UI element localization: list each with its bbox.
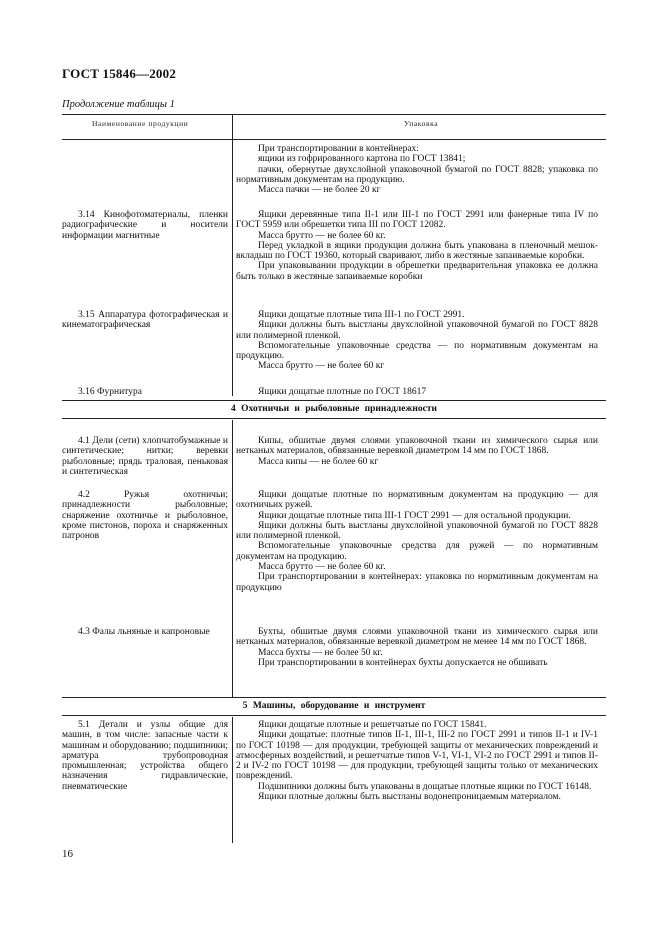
packing-line: пачки, обернутые двухслойной упаковочной бумагой по ГОСТ 8828; упаковка по нормативным документам на продукцию. <box>236 164 598 185</box>
column-divider <box>232 717 233 843</box>
section-rule <box>62 400 606 401</box>
packing-line: Ящики деревянные типа II-1 или III-1 по ГОСТ 2991 или фанерные типа IV по ГОСТ 5959 или обрешетки типа III по ГОСТ 12082. <box>236 210 598 231</box>
product-cell-5-1: 5.1 Детали и узлы общие для машин, в том числе: запасные части к машинам и оборудованию; подшипники; арматура трубопроводная промышленная; устройства общего назначения гидравлические, пневматические <box>62 720 228 792</box>
packing-cell-4-3 <box>236 627 598 668</box>
section-rule <box>62 418 606 419</box>
packing-line: Масса кипы — не более 60 кг <box>258 456 379 467</box>
header-bottom-rule <box>62 139 606 140</box>
packing-line: При транспортировании в контейнерах бухты допускается не обшивать <box>258 657 548 668</box>
table-caption: Продолжение таблицы 1 <box>62 99 175 110</box>
packing-line: Ящики дощатые плотные типа III-1 ГОСТ 2991 — для остальной продукции. <box>258 510 571 521</box>
packing-line: Ящики дощатые: плотные типов II-1, III-1, III-2 по ГОСТ 2991 и типов II-1 и IV-1 по ГОСТ 10198 — для продукции, требующей защиты от механических повреждений и атмосферных воздействий, и решетчатые типов V-1, VI-1, VI-2 по ГОСТ 2991 и типов II-2 и IV-2 по ГОСТ 10198 — для продукции, требующей защиты только от механических повреждений. <box>236 730 598 782</box>
column-divider <box>232 420 233 697</box>
packing-line: Масса пачки — не более 20 кг <box>258 185 381 196</box>
packing-cell-3-14 <box>236 210 598 282</box>
section-heading-5-text: 5 Машины, оборудование и инструмент <box>242 701 426 711</box>
packing-cell-3-15 <box>236 310 598 372</box>
packing-line: Вспомогательные упаковочные средства — по нормативным документам на продукцию. <box>236 340 598 362</box>
product-cell-3-15: 3.15 Аппаратура фотографическая и кинематографическая <box>62 310 228 331</box>
section-rule <box>62 697 606 698</box>
page-number: 16 <box>62 848 73 860</box>
document-id: ГОСТ 15846—2002 <box>62 66 177 81</box>
packing-line: Перед укладкой в ящики продукция должна быть упакована в пленочный мешок-вкладыш по ГОСТ 19360, который сваривают, либо в жестяные запаиваемые коробки. <box>236 240 598 262</box>
column-header-packing: Упаковка <box>404 119 439 128</box>
column-divider <box>232 114 233 396</box>
packing-line: Ящики плотные должны быть выстланы водонепроницаемым материалом. <box>258 792 561 803</box>
packing-cell-3-16 <box>236 387 598 397</box>
packing-line: Ящики должны быть выстланы двухслойной упаковочной бумагой по ГОСТ 8828 или полимерной пленкой. <box>236 320 598 341</box>
table-top-rule <box>62 114 606 115</box>
column-header-product: Наименование продукции <box>92 119 189 128</box>
packing-line: При упаковывании продукции в обрешетки предварительная упаковка ее должна быть только в жестяные запаиваемые коробки <box>236 261 598 282</box>
packing-cell-5-1 <box>236 720 598 802</box>
product-cell-4-1: 4.1 Дели (сети) хлопчатобумажные и синтетические; нитки; веревки рыболовные; прядь траловая, пеньковая и синтетическая <box>62 436 228 477</box>
packing-cell-continuation <box>236 144 598 195</box>
section-heading-4-text: 4 Охотничьи и рыболовные принадлежности <box>231 404 437 414</box>
section-heading-5 <box>62 701 606 711</box>
packing-line: Подшипники должны быть упакованы в дощатые плотные ящики по ГОСТ 16148. <box>258 781 592 792</box>
section-rule <box>62 715 606 716</box>
product-cell-3-14: 3.14 Кинофотоматериалы, пленки радиографические и носители информации магнитные <box>62 210 228 241</box>
packing-line: ящики из гофрированного картона по ГОСТ 13841; <box>258 154 466 165</box>
packing-line: Ящики дощатые плотные типа III-1 по ГОСТ 2991. <box>258 310 465 320</box>
packing-cell-4-1 <box>236 436 598 467</box>
packing-line: Ящики дощатые плотные по ГОСТ 18617 <box>258 387 427 397</box>
packing-line: Ящики дощатые плотные и решетчатые по ГОСТ 15841. <box>258 720 487 730</box>
packing-line: Масса брутто — не более 60 кг. <box>258 230 386 241</box>
product-cell-4-3: 4.3 Фалы льняные и капроновые <box>78 627 210 637</box>
packing-line: При транспортировании в контейнерах: упаковка по нормативным документам на продукцию <box>236 572 598 593</box>
packing-line: При транспортировании в контейнерах: <box>258 144 419 154</box>
packing-line: Масса брутто — не более 60 кг <box>258 361 385 372</box>
packing-line: Вспомогательные упаковочные средства для ружей — по нормативным документам на продукцию. <box>236 541 598 562</box>
section-heading-4 <box>62 404 606 414</box>
packing-line: Бухты, обшитые двумя слоями упаковочной ткани из химического сырья или нетканых материалов, обвязанные веревкой диаметром не менее 14 мм по ГОСТ 1868. <box>236 627 598 648</box>
packing-line: Ящики дощатые плотные по нормативным документам на продукцию — для охотничьих ружей. <box>236 490 598 511</box>
product-cell-3-16: 3.16 Фурнитура <box>78 387 142 397</box>
packing-line: Кипы, обшитые двумя слоями упаковочной ткани из химического сырья или нетканых материалов, обвязанные веревкой диаметром 14 мм по ГОСТ 1868. <box>236 436 598 457</box>
packing-cell-4-2 <box>236 490 598 593</box>
packing-line: Масса бухты — не более 50 кг. <box>258 647 383 658</box>
product-cell-4-2: 4.2 Ружья охотничьи; принадлежности рыболовные; снаряжение охотничье и рыболовное, кроме пистонов, пороха и снаряженных патронов <box>62 490 228 542</box>
packing-line: Масса брутто — не более 60 кг. <box>258 562 386 573</box>
packing-line: Ящики должны быть выстланы двухслойной упаковочной бумагой по ГОСТ 8828 или полимерной пленкой. <box>236 520 598 542</box>
